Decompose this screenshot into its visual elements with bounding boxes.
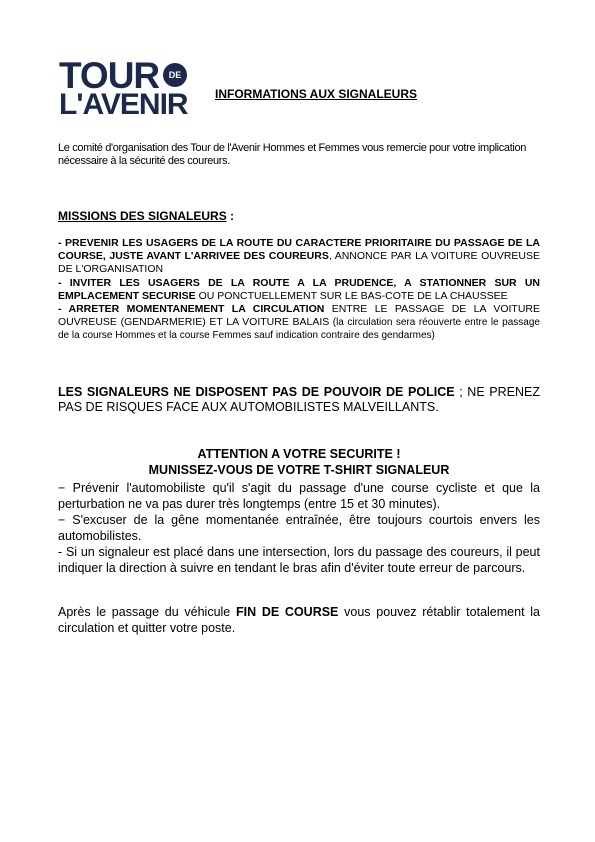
mission-item-bold: - ARRETER MOMENTANEMENT LA CIRCULATION xyxy=(58,303,325,316)
mission-item xyxy=(58,303,540,343)
advice-item: − Prévenir l'automobiliste qu'il s'agit du passage d'une course cycliste et que la perturbation ne va pas durer très longtemps (entre 15 et 30 minutes). xyxy=(58,481,540,511)
logo-avenir-text: L'AVENIR xyxy=(59,88,188,121)
missions-list xyxy=(58,237,540,343)
advice-item: - Si un signaleur est placé dans une intersection, lors du passage des coureurs, il peut indiquer la direction à suivre en tendant le bras afin d'éviter toute erreur de parcours. xyxy=(58,545,540,575)
end-of-race-paragraph xyxy=(58,604,540,636)
tour-de-l-avenir-logo xyxy=(59,55,189,122)
missions-heading-colon: : xyxy=(226,209,235,223)
missions-heading xyxy=(58,209,234,223)
missions-heading-text: MISSIONS DES SIGNALEURS xyxy=(58,209,227,223)
end-text-before: Après le passage du véhicule xyxy=(58,605,236,619)
document-title: INFORMATIONS AUX SIGNALEURS xyxy=(215,87,418,101)
mission-item xyxy=(58,277,540,303)
advice-list xyxy=(58,480,540,576)
mission-item-bold: - PREVENIR LES USAGERS DE LA ROUTE DU CARACTERE PRIORITAIRE DU PASSAGE DE LA COURSE, JUSTE AVANT L'ARRIVEE DES COUREURS xyxy=(58,237,540,263)
police-warning xyxy=(58,385,540,415)
logo-tour-text: TOUR xyxy=(59,55,160,96)
mission-item-bold: - INVITER LES USAGERS DE LA ROUTE A LA PRUDENCE, A STATIONNER SUR UN EMPLACEMENT SECURISE xyxy=(58,276,540,302)
end-text-bold: FIN DE COURSE xyxy=(235,605,339,619)
intro-paragraph: Le comité d'organisation des Tour de l'Avenir Hommes et Femmes vous remercie pour votre implication nécessaire à la sécurité des coureurs. xyxy=(58,142,527,167)
police-warning-text: ; NE PRENEZ PAS DE RISQUES FACE AUX AUTOMOBILISTES MALVEILLANTS. xyxy=(58,385,540,414)
police-warning-bold: LES SIGNALEURS NE DISPOSENT PAS DE POUVOIR DE POLICE xyxy=(58,385,455,399)
mission-item-note: (la circulation sera réouverte entre le passage de la course Hommes et la course Femmes sauf indication contraire des gendarmes) xyxy=(58,317,540,342)
mission-item-text: , ANNONCE PAR LA VOITURE OUVREUSE DE L'ORGANISATION xyxy=(58,250,541,276)
mission-item xyxy=(58,237,540,277)
attention-line-2: MUNISSEZ-VOUS DE VOTRE T-SHIRT SIGNALEUR xyxy=(148,463,450,477)
attention-line-1: ATTENTION A VOTRE SECURITE ! xyxy=(197,447,401,461)
mission-item-text: ENTRE LE PASSAGE DE LA VOITURE OUVREUSE (GENDARMERIE) ET LA VOITURE BALAIS xyxy=(58,303,540,329)
attention-heading xyxy=(58,446,540,478)
mission-item-text: OU PONCTUELLEMENT SUR LE BAS-COTE DE LA CHAUSSEE xyxy=(195,289,508,302)
end-text-after: vous pouvez rétablir totalement la circulation et quitter votre poste. xyxy=(58,605,540,635)
logo-de-badge: DE xyxy=(163,63,187,87)
advice-item: − S'excuser de la gêne momentanée entraînée, être toujours courtois envers les automobilistes. xyxy=(58,513,540,543)
